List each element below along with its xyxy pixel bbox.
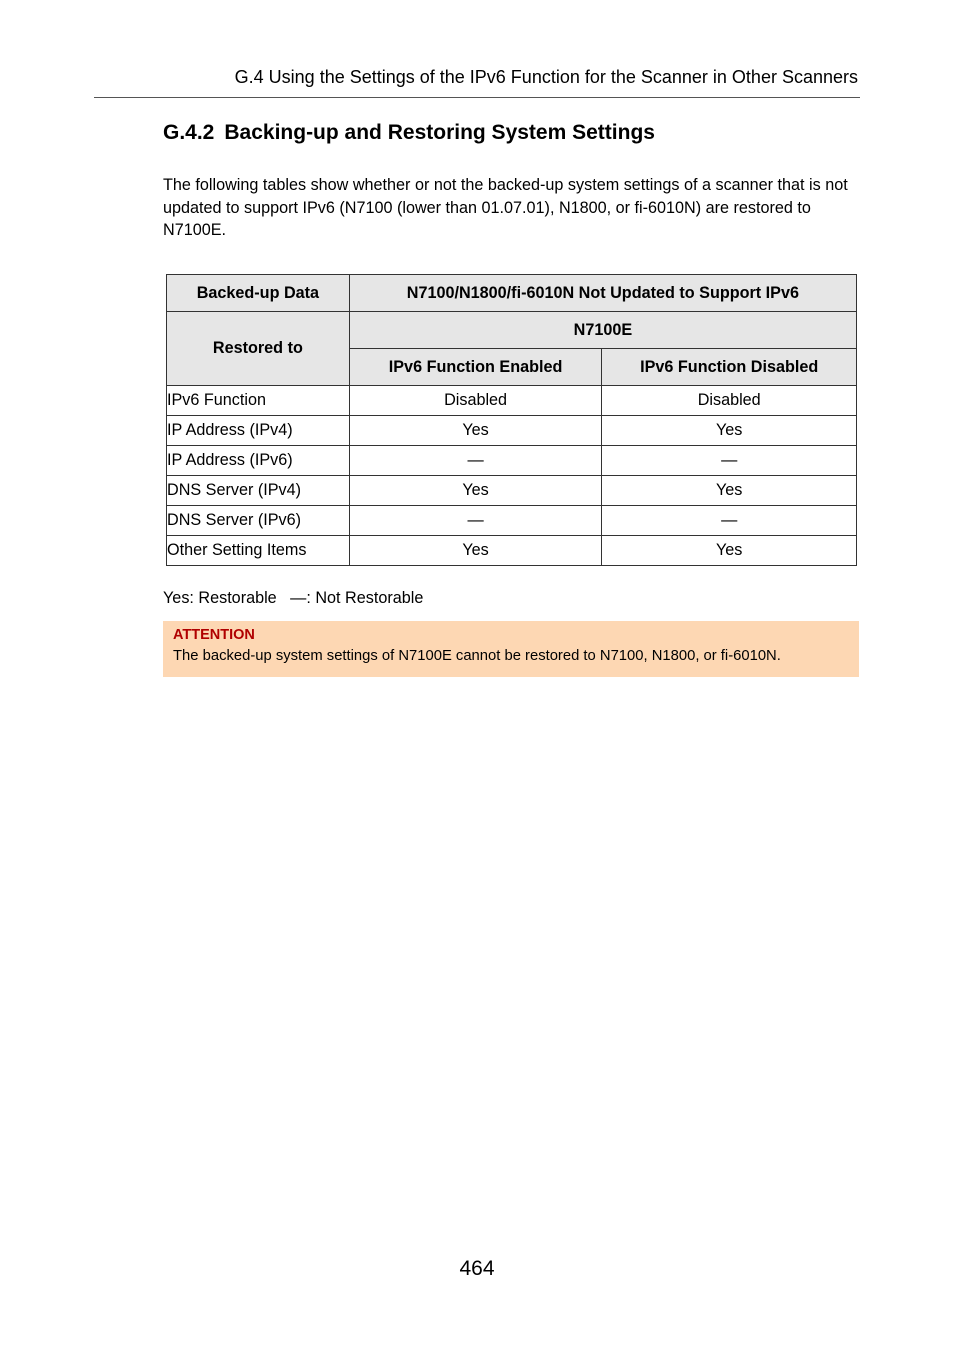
row-disabled-value: — bbox=[602, 446, 857, 476]
table-legend: Yes: Restorable —: Not Restorable bbox=[163, 589, 424, 607]
row-disabled-value: Yes bbox=[602, 536, 857, 566]
table-row bbox=[167, 536, 857, 566]
row-disabled-value: Yes bbox=[602, 476, 857, 506]
col-disabled-header: IPv6 Function Disabled bbox=[602, 349, 857, 386]
attention-text: The backed-up system settings of N7100E cannot be restored to N7100, N1800, or fi-6010N. bbox=[173, 648, 781, 664]
col-enabled-header: IPv6 Function Enabled bbox=[349, 349, 602, 386]
row-item: DNS Server (IPv6) bbox=[167, 506, 350, 536]
restored-label: Restored to bbox=[167, 312, 350, 386]
attention-title: ATTENTION bbox=[173, 627, 255, 643]
restored-value: N7100E bbox=[349, 312, 856, 349]
row-item: IP Address (IPv4) bbox=[167, 416, 350, 446]
backed-up-label: Backed-up Data bbox=[167, 275, 350, 312]
section-title bbox=[163, 120, 655, 146]
row-enabled-value: Yes bbox=[349, 476, 602, 506]
table-row bbox=[167, 386, 857, 416]
row-item: DNS Server (IPv4) bbox=[167, 476, 350, 506]
row-item: IPv6 Function bbox=[167, 386, 350, 416]
table-row bbox=[167, 476, 857, 506]
table-header-row bbox=[167, 312, 857, 349]
row-item: Other Setting Items bbox=[167, 536, 350, 566]
backed-up-value: N7100/N1800/fi-6010N Not Updated to Support IPv6 bbox=[349, 275, 856, 312]
table-header-row bbox=[167, 275, 857, 312]
row-enabled-value: — bbox=[349, 446, 602, 476]
row-disabled-value: Disabled bbox=[602, 386, 857, 416]
attention-box bbox=[163, 621, 859, 677]
row-enabled-value: Yes bbox=[349, 536, 602, 566]
header-rule bbox=[94, 97, 860, 98]
table-row bbox=[167, 416, 857, 446]
row-disabled-value: — bbox=[602, 506, 857, 536]
running-header: G.4 Using the Settings of the IPv6 Function for the Scanner in Other Scanners bbox=[234, 67, 858, 87]
page-number: 464 bbox=[459, 1257, 495, 1280]
restore-table bbox=[166, 274, 857, 566]
table-row bbox=[167, 446, 857, 476]
section-number: G.4.2 bbox=[163, 121, 215, 144]
intro-paragraph: The following tables show whether or not the backed-up system settings of a scanner that is not updated to support IPv6 (N7100 (lower than 01.07.01), N1800, or fi-6010N) are restored to N7100E. bbox=[163, 176, 848, 239]
row-enabled-value: — bbox=[349, 506, 602, 536]
row-enabled-value: Disabled bbox=[349, 386, 602, 416]
row-enabled-value: Yes bbox=[349, 416, 602, 446]
row-item: IP Address (IPv6) bbox=[167, 446, 350, 476]
section-title-text: Backing-up and Restoring System Settings bbox=[224, 121, 655, 144]
row-disabled-value: Yes bbox=[602, 416, 857, 446]
table-row bbox=[167, 506, 857, 536]
